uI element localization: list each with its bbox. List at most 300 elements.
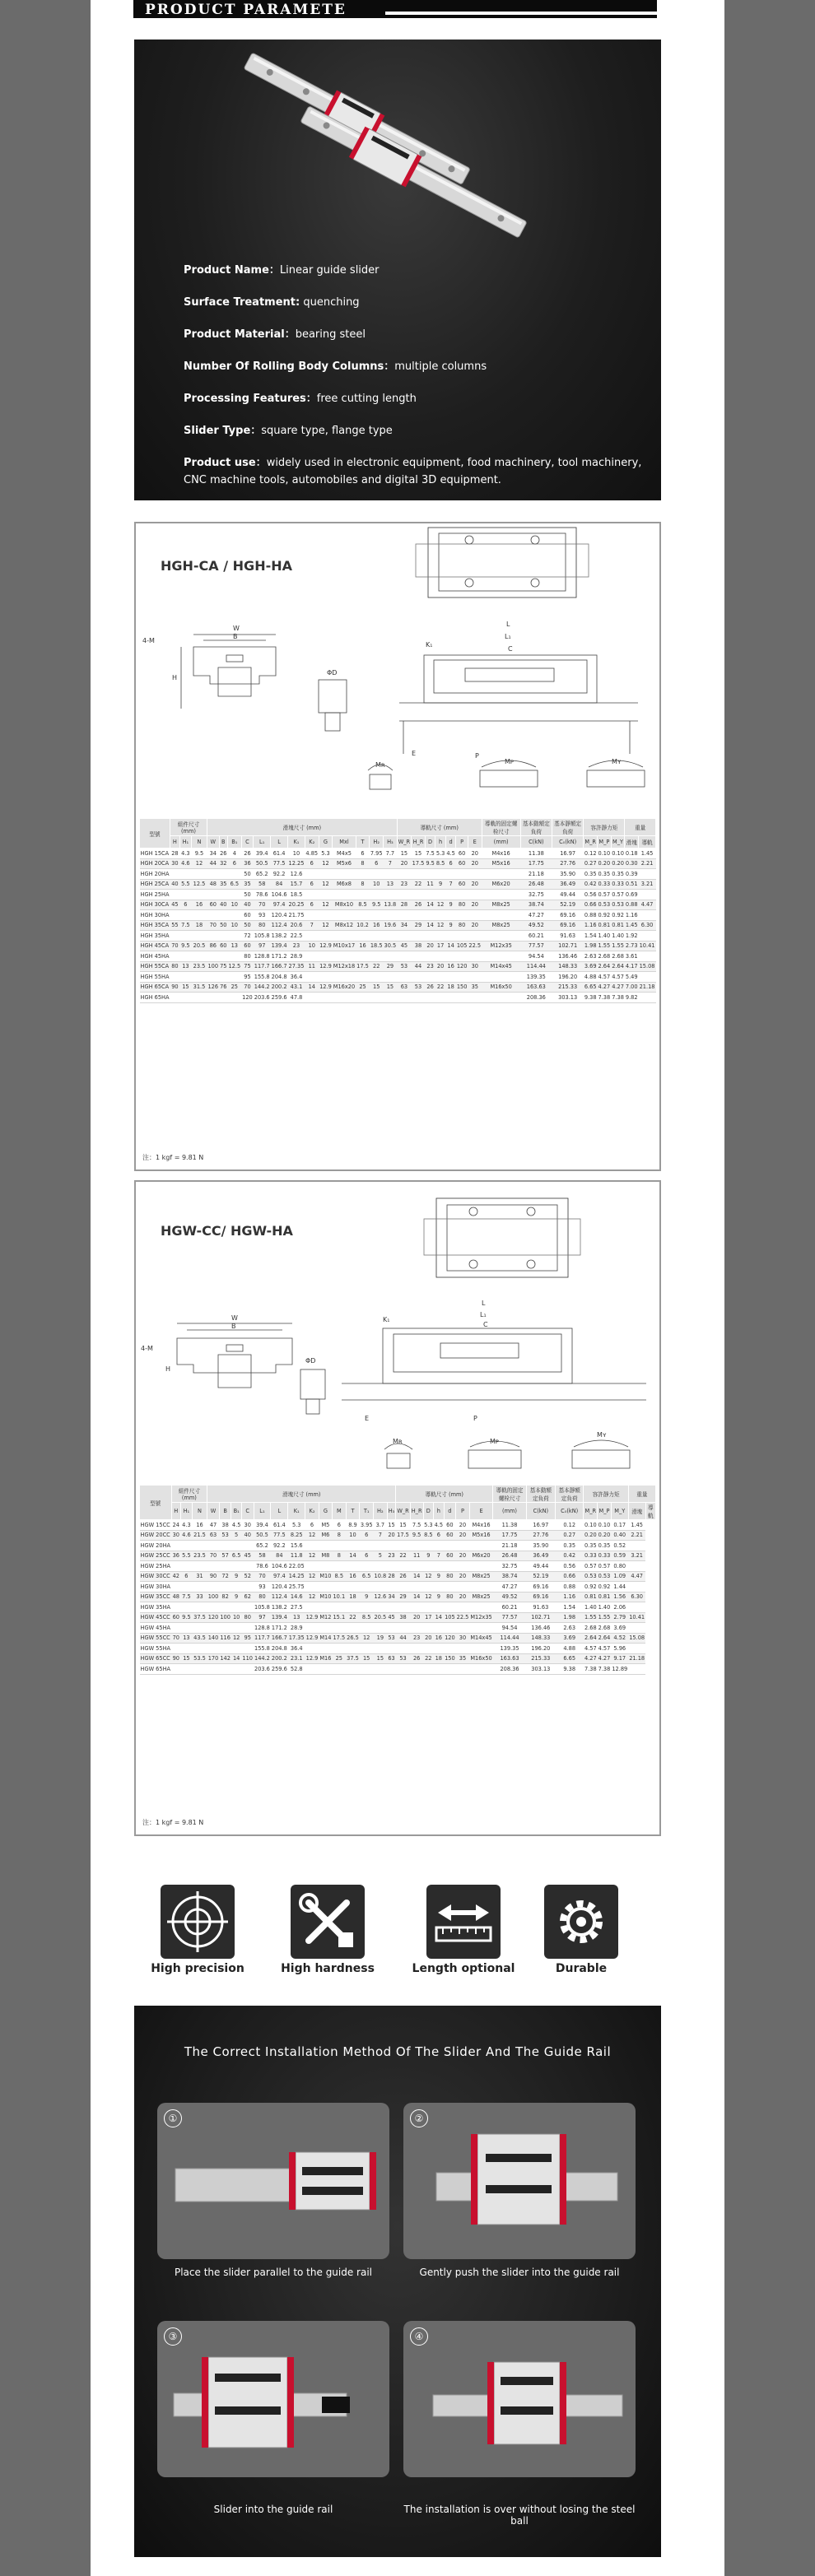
table-cell: 60	[219, 941, 227, 951]
table-cell: 15	[181, 1653, 193, 1664]
table-cell: 15.08	[639, 961, 656, 972]
table-cell: 150	[456, 982, 468, 993]
column-header: W_R	[396, 1503, 410, 1520]
table-cell: 48	[171, 1592, 180, 1602]
column-header: L₁	[254, 1503, 271, 1520]
table-cell: 0.42	[555, 1551, 584, 1561]
table-cell: 30.5	[384, 941, 398, 951]
table-cell: 1.40	[584, 1602, 598, 1613]
table-cell: 4.47	[628, 1571, 645, 1582]
table-cell: 12	[319, 920, 333, 931]
table-cell: 9.5	[410, 1530, 423, 1541]
table-cell	[639, 993, 656, 1003]
column-header: W	[207, 1503, 220, 1520]
table-cell: 36.49	[552, 879, 584, 890]
table-cell: 20	[456, 1530, 470, 1541]
table-cell: 47.27	[493, 1582, 527, 1593]
table-cell: 12	[423, 1592, 434, 1602]
table-cell: 80	[444, 1571, 456, 1582]
table-cell: 1.98	[584, 941, 598, 951]
table-cell: 208.36	[493, 1664, 527, 1675]
table-cell: 0.81	[611, 920, 625, 931]
table-cell: 7	[305, 920, 319, 931]
table-cell: 26.5	[346, 1633, 360, 1644]
table-cell: 14	[305, 982, 319, 993]
table-cell: 30	[171, 1530, 180, 1541]
table-cell: 6.30	[628, 1592, 645, 1602]
table-cell: M8x12	[333, 920, 356, 931]
table-cell	[444, 1602, 456, 1613]
table-cell	[192, 931, 207, 942]
table-cell: 22	[370, 961, 384, 972]
table-cell: 4	[227, 849, 241, 859]
table-cell	[207, 1602, 220, 1613]
table-cell: M4x5	[333, 849, 356, 859]
table-cell	[319, 1644, 332, 1654]
table-cell: 120	[444, 1633, 456, 1644]
table-cell: 1.55	[584, 1612, 598, 1623]
table-cell: 45	[170, 900, 179, 910]
table-cell	[231, 1541, 242, 1551]
table-cell: 8	[332, 1530, 346, 1541]
table-cell	[179, 931, 191, 942]
table-cell: 0.33	[611, 879, 625, 890]
table-cell: 26	[241, 849, 254, 859]
table-cell	[192, 1582, 207, 1593]
dim-label-d: ΦD	[327, 669, 338, 677]
table-cell	[435, 890, 446, 900]
column-header: 滑塊	[625, 836, 639, 849]
table-cell: 9	[360, 1592, 374, 1602]
model-cell: HGW 65HA	[140, 1664, 172, 1675]
table-cell: 114.44	[520, 961, 552, 972]
table-cell	[360, 1644, 374, 1654]
table-cell: 62	[241, 1592, 254, 1602]
table-cell: 7	[384, 858, 398, 869]
table-cell: 35	[468, 982, 482, 993]
table-cell: 91.63	[552, 931, 584, 942]
table-cell	[305, 1582, 319, 1593]
table-cell	[319, 951, 333, 962]
column-header: h	[434, 1503, 445, 1520]
table-cell: 105	[456, 941, 468, 951]
table-cell: 47.8	[288, 993, 305, 1003]
table-cell	[387, 1602, 396, 1613]
section-title: PRODUCT PARAMETE	[145, 2, 347, 18]
table-cell	[305, 972, 319, 983]
model-cell: HGH 15CA	[140, 849, 170, 859]
table-cell: 0.12	[555, 1520, 584, 1531]
table-cell: 60	[444, 1520, 456, 1531]
table-row	[140, 1623, 656, 1634]
table-cell	[305, 951, 319, 962]
table-cell	[179, 869, 191, 880]
table-cell: 21.18	[628, 1653, 645, 1664]
table-cell	[207, 1644, 220, 1654]
table-cell	[387, 1644, 396, 1654]
table-cell: 0.10	[584, 1520, 598, 1531]
column-header: h	[435, 836, 446, 849]
table-cell: 104.6	[271, 890, 288, 900]
column-header: H_R	[412, 836, 426, 849]
table-cell: 139.35	[493, 1644, 527, 1654]
table-cell: 14	[434, 1612, 445, 1623]
table-cell	[444, 1664, 456, 1675]
table-cell: 4.5	[445, 849, 456, 859]
table-cell	[469, 1541, 492, 1551]
table-cell: 14	[346, 1551, 360, 1561]
table-cell: 0.57	[584, 1561, 598, 1572]
table-cell: 2.64	[598, 1633, 612, 1644]
table-cell: 31	[192, 1571, 207, 1582]
table-cell: 16	[370, 920, 384, 931]
table-cell: 60	[241, 941, 254, 951]
table-cell: 55	[170, 920, 179, 931]
table-cell: 4.6	[179, 858, 191, 869]
table-cell	[219, 993, 227, 1003]
table-cell	[468, 972, 482, 983]
table-cell: 0.39	[625, 869, 639, 880]
table-cell: 0.57	[598, 890, 612, 900]
table-cell: 93	[254, 1582, 271, 1593]
table-cell: M8x25	[469, 1592, 492, 1602]
column-header: M_Y	[611, 1503, 628, 1520]
table-cell: 0.35	[598, 1541, 612, 1551]
spec-sheet-hgw	[134, 1180, 661, 1836]
table-row	[140, 1541, 656, 1551]
table-cell	[468, 869, 482, 880]
table-cell	[482, 951, 520, 962]
column-header: K₁	[288, 1503, 305, 1520]
table-cell: 12.89	[611, 1664, 628, 1675]
table-cell: M6x20	[469, 1551, 492, 1561]
table-cell: 1.16	[584, 920, 598, 931]
table-cell	[628, 1644, 645, 1654]
table-cell: 7.5	[181, 1592, 193, 1602]
table-cell	[410, 1541, 423, 1551]
table-cell: 35	[456, 1653, 470, 1664]
table-cell	[192, 951, 207, 962]
table-cell: 40	[219, 900, 227, 910]
table-cell: 0.53	[611, 900, 625, 910]
table-cell	[207, 869, 219, 880]
table-cell: 20.25	[288, 900, 305, 910]
table-cell	[425, 869, 435, 880]
table-cell	[192, 869, 207, 880]
table-cell: 70	[170, 941, 179, 951]
table-cell: 2.06	[611, 1602, 628, 1613]
table-cell: 97.4	[271, 1571, 288, 1582]
table-cell: 60	[207, 900, 219, 910]
table-cell	[482, 890, 520, 900]
table-cell	[397, 931, 411, 942]
dim-label-e: E	[412, 750, 417, 757]
table-cell	[410, 1602, 423, 1613]
table-cell: 60	[171, 1612, 180, 1623]
table-cell	[319, 1582, 332, 1593]
dim-label-p: P	[473, 1415, 477, 1422]
table-cell: 1.40	[611, 931, 625, 942]
table-cell: 114.44	[493, 1633, 527, 1644]
table-cell	[346, 1644, 360, 1654]
table-cell: 43.1	[288, 982, 305, 993]
table-cell	[356, 869, 370, 880]
table-cell	[370, 931, 384, 942]
table-cell: 112.4	[271, 1592, 288, 1602]
table-cell	[231, 1602, 242, 1613]
table-cell: 12	[319, 858, 333, 869]
table-cell: 3.21	[639, 879, 656, 890]
table-cell	[181, 1541, 193, 1551]
table-cell: 76	[219, 982, 227, 993]
table-cell: 10	[305, 941, 319, 951]
install-step-1	[157, 2103, 389, 2259]
table-cell: 1.55	[598, 1612, 612, 1623]
dim-label-l1: L₁	[480, 1311, 487, 1318]
table-cell	[639, 972, 656, 983]
table-cell: 49.44	[552, 890, 584, 900]
table-cell: 3.69	[584, 961, 598, 972]
column-header: H₁	[181, 1503, 193, 1520]
spec-row: Surface Treatment: quenching	[184, 296, 360, 309]
table-cell: 20	[423, 1633, 434, 1644]
table-cell: 0.40	[611, 1530, 628, 1541]
table-cell	[360, 1602, 374, 1613]
table-cell: 34	[207, 849, 219, 859]
table-cell	[384, 951, 398, 962]
table-cell: 27.35	[288, 961, 305, 972]
table-row	[140, 858, 656, 869]
table-cell: 0.92	[598, 1582, 612, 1593]
table-cell: M12	[319, 1612, 332, 1623]
table-cell: 23.5	[192, 1551, 207, 1561]
table-cell: 22.5	[468, 941, 482, 951]
table-cell	[170, 869, 179, 880]
table-cell: 12.9	[319, 961, 333, 972]
table-cell: 15	[384, 982, 398, 993]
table-cell: 17.35	[288, 1633, 305, 1644]
table-cell	[170, 951, 179, 962]
table-cell: 2.63	[555, 1623, 584, 1634]
table-cell: 12	[231, 1633, 242, 1644]
column-header: D	[423, 1503, 434, 1520]
table-cell: 9.17	[611, 1653, 628, 1664]
table-cell: 4.27	[598, 982, 612, 993]
table-cell	[231, 1623, 242, 1634]
table-cell: 21.5	[192, 1530, 207, 1541]
table-cell: 8.9	[346, 1520, 360, 1531]
table-cell	[346, 1541, 360, 1551]
spec-row: Slider Type：square type, flange type	[184, 425, 393, 437]
table-cell	[319, 972, 333, 983]
table-cell	[360, 1582, 374, 1593]
column-header: N	[192, 1503, 207, 1520]
column-header: E	[468, 836, 482, 849]
table-cell: 0.88	[625, 900, 639, 910]
table-cell: 148.33	[552, 961, 584, 972]
model-cell: HGW 35CC	[140, 1592, 172, 1602]
table-cell: 34	[397, 920, 411, 931]
table-cell	[412, 993, 426, 1003]
table-cell	[397, 869, 411, 880]
table-cell	[219, 869, 227, 880]
table-cell: 0.88	[584, 910, 598, 921]
table-cell: 4.3	[179, 849, 191, 859]
table-cell	[445, 931, 456, 942]
table-cell: 4.57	[584, 1644, 598, 1654]
table-cell	[305, 1541, 319, 1551]
table-cell	[435, 869, 446, 880]
table-cell	[192, 1644, 207, 1654]
table-cell: 6	[305, 879, 319, 890]
table-cell: 1.56	[611, 1592, 628, 1602]
table-cell: 22.5	[456, 1612, 470, 1623]
table-cell: 9	[445, 900, 456, 910]
table-cell: 14	[445, 941, 456, 951]
table-cell: 138.2	[271, 931, 288, 942]
table-cell	[305, 993, 319, 1003]
table-cell: 39.4	[254, 1520, 271, 1531]
table-cell: 69.16	[526, 1582, 555, 1593]
table-cell: 18	[192, 920, 207, 931]
table-cell	[231, 1561, 242, 1572]
table-cell	[305, 869, 319, 880]
column-header: C	[241, 836, 254, 849]
column-header: G	[319, 836, 333, 849]
table-cell: 57	[219, 1551, 231, 1561]
table-cell: 215.33	[526, 1653, 555, 1664]
table-cell	[397, 972, 411, 983]
table-cell: 11.38	[520, 849, 552, 859]
table-cell: 5.3	[319, 849, 333, 859]
table-cell: 12	[435, 920, 446, 931]
table-cell	[412, 972, 426, 983]
model-cell: HGW 45HA	[140, 1623, 172, 1634]
table-cell	[444, 1541, 456, 1551]
table-cell: 110	[241, 1653, 254, 1664]
table-cell: 15	[396, 1520, 410, 1531]
column-header: P	[456, 1503, 470, 1520]
table-cell	[434, 1644, 445, 1654]
table-cell	[456, 1561, 470, 1572]
table-cell: 4.5	[434, 1520, 445, 1531]
table-cell	[423, 1664, 434, 1675]
table-cell	[171, 1561, 180, 1572]
table-cell	[305, 890, 319, 900]
table-cell: 5.5	[179, 879, 191, 890]
table-cell: 102.71	[526, 1612, 555, 1623]
table-cell: 4.27	[584, 1653, 598, 1664]
table-cell	[219, 890, 227, 900]
column-header: T	[346, 1503, 360, 1520]
table-cell	[241, 1561, 254, 1572]
table-cell	[468, 910, 482, 921]
table-cell	[396, 1561, 410, 1572]
table-cell	[456, 869, 468, 880]
table-cell	[387, 1582, 396, 1593]
table-cell: 90	[207, 1571, 220, 1582]
table-cell: 1.55	[611, 941, 625, 951]
table-row	[140, 1602, 656, 1613]
model-cell: HGH 30HA	[140, 910, 170, 921]
table-cell	[456, 910, 468, 921]
dim-label-w: W	[231, 1314, 238, 1322]
table-cell: 7	[445, 879, 456, 890]
table-cell: 105.8	[254, 931, 271, 942]
table-cell: 6	[445, 858, 456, 869]
table-cell: 4.5	[231, 1520, 242, 1531]
column-header: B	[219, 1503, 231, 1520]
table-cell: 1.54	[584, 931, 598, 942]
table-cell	[179, 972, 191, 983]
table-cell	[435, 931, 446, 942]
table-cell	[469, 1602, 492, 1613]
model-cell: HGH 25HA	[140, 890, 170, 900]
table-cell	[192, 972, 207, 983]
table-cell	[445, 869, 456, 880]
table-cell: 4.88	[555, 1644, 584, 1654]
table-cell: 0.56	[555, 1561, 584, 1572]
table-cell: 163.63	[520, 982, 552, 993]
table-cell: 31.5	[192, 982, 207, 993]
table-cell: 13.8	[384, 900, 398, 910]
table-cell: M6x8	[333, 879, 356, 890]
table-cell: 26	[219, 849, 227, 859]
column-header: C	[241, 1503, 254, 1520]
table-cell	[412, 931, 426, 942]
table-cell: 9.38	[584, 993, 598, 1003]
table-cell: 138.2	[271, 1602, 288, 1613]
table-cell: 4.3	[181, 1520, 193, 1531]
table-cell: 2.64	[584, 1633, 598, 1644]
table-cell	[219, 951, 227, 962]
table-cell: 26.48	[493, 1551, 527, 1561]
table-cell	[227, 910, 241, 921]
table-cell: 44	[207, 858, 219, 869]
table-cell	[171, 1582, 180, 1593]
column-header: N	[192, 836, 207, 849]
table-cell: 38	[219, 1520, 231, 1531]
table-cell	[227, 869, 241, 880]
table-cell	[346, 1561, 360, 1572]
table-cell: 75	[241, 961, 254, 972]
table-cell: 4.27	[611, 982, 625, 993]
dim-label-my: Mʏ	[612, 758, 622, 765]
table-cell: 150	[444, 1653, 456, 1664]
table-cell: 38	[412, 941, 426, 951]
table-cell	[628, 1602, 645, 1613]
table-cell	[319, 1623, 332, 1634]
install-title: The Correct Installation Method Of The Slider And The Guide Rail	[184, 2044, 612, 2059]
table-cell: 11	[305, 961, 319, 972]
table-cell: 0.35	[555, 1541, 584, 1551]
table-cell: 166.7	[271, 1633, 288, 1644]
table-cell: 1.44	[611, 1582, 628, 1593]
dim-label-l: L	[482, 1300, 486, 1307]
table-cell: 0.30	[625, 858, 639, 869]
table-cell: 139.35	[520, 972, 552, 983]
table-cell: 53	[412, 982, 426, 993]
table-cell	[319, 1602, 332, 1613]
table-cell	[219, 910, 227, 921]
table-cell: 23	[288, 941, 305, 951]
table-cell	[227, 951, 241, 962]
table-row	[140, 982, 656, 993]
table-cell	[333, 910, 356, 921]
column-header: W	[207, 836, 219, 849]
table-cell	[435, 972, 446, 983]
table-cell: 2.68	[598, 1623, 612, 1634]
